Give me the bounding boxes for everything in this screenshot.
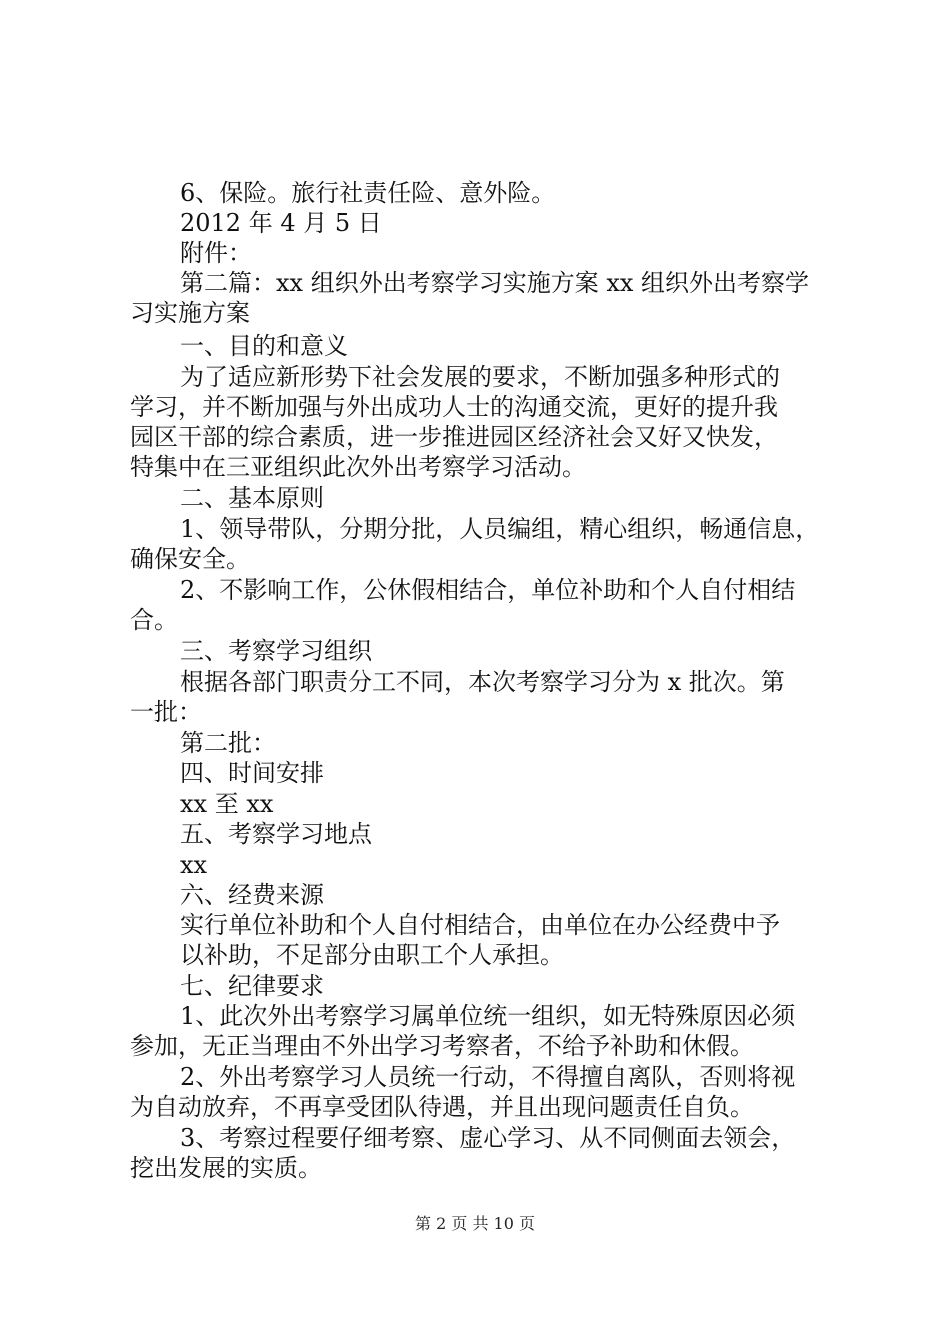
text-line-date: 2012 年 4 月 5 日 xyxy=(180,209,382,237)
schedule-value: xx 至 xx xyxy=(180,790,274,818)
paragraph-purpose-line-2: 学习，并不断加强与外出成功人士的沟通交流，更好的提升我 xyxy=(130,393,778,421)
heading-discipline: 七、纪律要求 xyxy=(180,972,324,1000)
funding-line-2: 以补助，不足部分由职工个人承担。 xyxy=(180,941,564,969)
section-title-line-2: 习实施方案 xyxy=(130,299,250,327)
heading-purpose: 一、目的和意义 xyxy=(180,332,348,360)
page-number-footer: 第 2 页 共 10 页 xyxy=(415,1214,535,1233)
principle-1-line-2: 确保安全。 xyxy=(130,545,250,573)
organization-batch-2: 第二批： xyxy=(180,729,276,757)
heading-principles: 二、基本原则 xyxy=(180,484,324,512)
discipline-3-line-1: 3、考察过程要仔细考察、虚心学习、从不同侧面去领会， xyxy=(180,1124,796,1152)
section-title-line-1: 第二篇：xx 组织外出考察学习实施方案 xx 组织外出考察学 xyxy=(180,269,810,297)
principle-2-line-2: 合。 xyxy=(130,606,178,634)
discipline-3-line-2: 挖出发展的实质。 xyxy=(130,1154,322,1182)
funding-line-1: 实行单位补助和个人自付相结合，由单位在办公经费中予 xyxy=(180,911,780,939)
organization-line-2: 一批： xyxy=(130,698,202,726)
text-line-attachment: 附件： xyxy=(180,239,252,267)
heading-funding: 六、经费来源 xyxy=(180,881,324,909)
discipline-1-line-1: 1、此次外出考察学习属单位统一组织，如无特殊原因必须 xyxy=(180,1002,796,1030)
paragraph-purpose-line-3: 园区干部的综合素质，进一步推进园区经济社会又好又快发， xyxy=(130,423,778,451)
paragraph-purpose-line-4: 特集中在三亚组织此次外出考察学习活动。 xyxy=(130,453,586,481)
heading-schedule: 四、时间安排 xyxy=(180,759,324,787)
principle-2-line-1: 2、不影响工作，公休假相结合，单位补助和个人自付相结 xyxy=(180,576,796,604)
organization-line-1: 根据各部门职责分工不同，本次考察学习分为 x 批次。第 xyxy=(180,668,785,696)
heading-location: 五、考察学习地点 xyxy=(180,820,372,848)
discipline-2-line-1: 2、外出考察学习人员统一行动，不得擅自离队，否则将视 xyxy=(180,1063,796,1091)
paragraph-purpose-line-1: 为了适应新形势下社会发展的要求，不断加强多种形式的 xyxy=(180,363,780,391)
discipline-1-line-2: 参加，无正当理由不外出学习考察者，不给予补助和休假。 xyxy=(130,1032,754,1060)
location-value: xx xyxy=(180,851,208,879)
text-line-insurance: 6、保险。旅行社责任险、意外险。 xyxy=(180,179,556,207)
principle-1-line-1: 1、领导带队，分期分批，人员编组，精心组织，畅通信息， xyxy=(180,515,820,543)
discipline-2-line-2: 为自动放弃，不再享受团队待遇，并且出现问题责任自负。 xyxy=(130,1093,754,1121)
heading-organization: 三、考察学习组织 xyxy=(180,637,372,665)
